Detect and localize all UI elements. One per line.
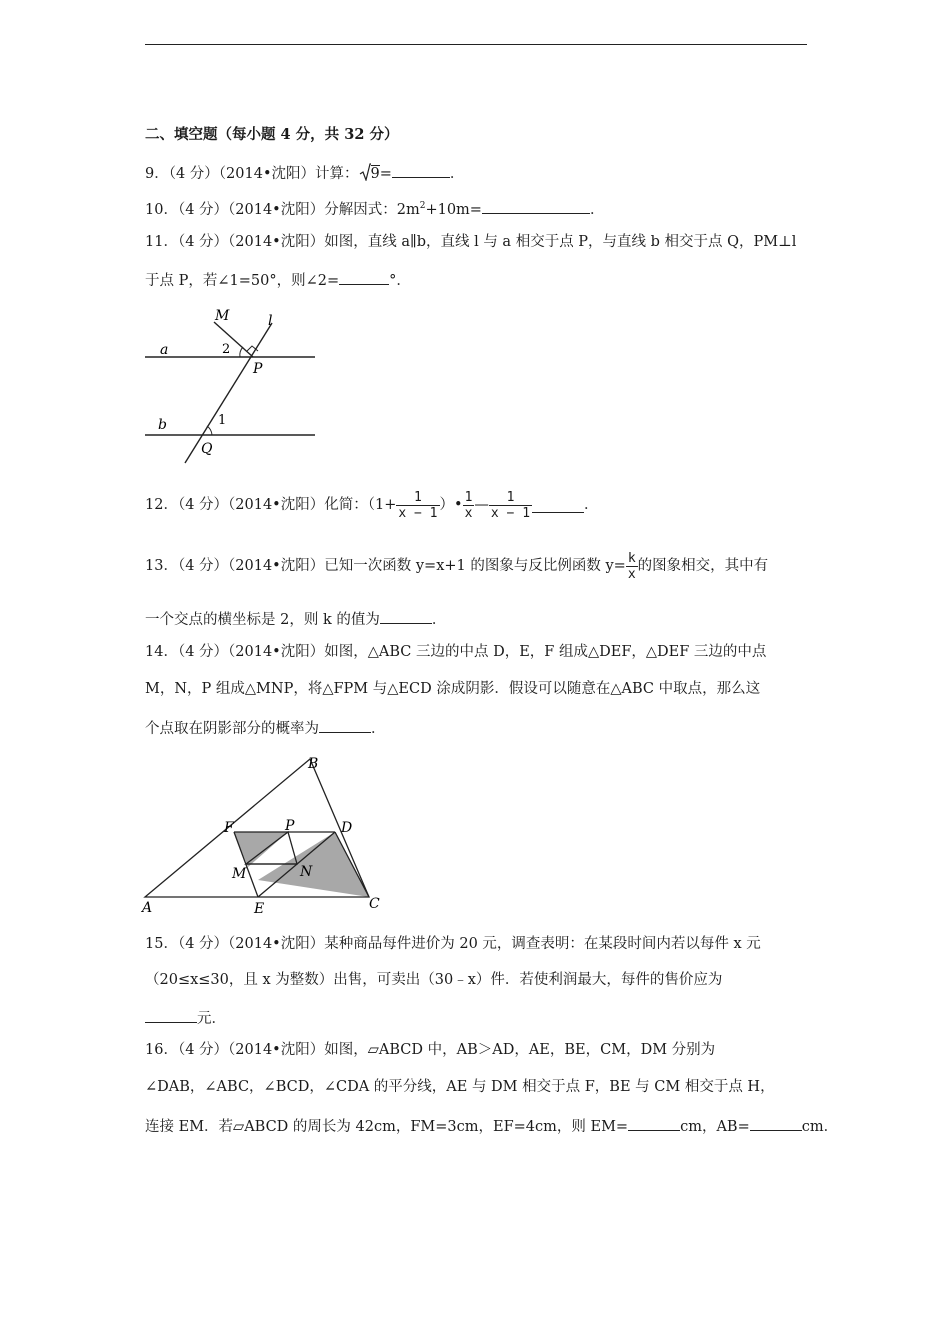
shaded-triangle-FPM <box>234 832 288 867</box>
figure-triangle-midpoints <box>140 752 390 920</box>
question-15-line1: 15．（4 分）（2014•沈阳）某种商品每件进价为 20 元，调查表明：在某段时间内若以每件 x 元 <box>145 936 761 952</box>
answer-blank <box>380 609 432 624</box>
label-P: P <box>285 818 295 834</box>
label-P: P <box>253 361 263 377</box>
label-1: 1 <box>218 413 227 428</box>
question-16-line1: 16．（4 分）（2014•沈阳）如图，▱ABCD 中，AB＞AD，AE，BE，CM，DM 分别为 <box>145 1042 716 1058</box>
label-N: N <box>300 864 313 880</box>
label-E: E <box>254 901 265 917</box>
question-16-line3: 连接 EM．若▱ABCD 的周长为 42cm，FM=3cm，EF=4cm，则 EM= cm，AB= cm． <box>145 1116 838 1136</box>
label-l: l <box>268 313 273 329</box>
q9-text: 9．（4 分）（2014•沈阳）计算： <box>145 166 359 182</box>
section-title: 二、填空题（每小题 4 分，共 32 分） <box>145 126 399 143</box>
question-13-line1: 13．（4 分）（2014•沈阳）已知一次函数 y=x+1 的图象与反比例函数 y= $\frac{k}{x}$ 的图象相交，其中有 <box>145 550 769 582</box>
label-Q: Q <box>201 441 213 457</box>
label-a: a <box>160 342 169 358</box>
answer-blank <box>319 718 371 733</box>
label-F: F <box>224 820 234 836</box>
label-B: B <box>308 756 319 772</box>
label-A: A <box>142 900 153 916</box>
line-pm <box>214 322 253 357</box>
label-2: 2 <box>222 342 231 357</box>
answer-blank <box>750 1116 802 1131</box>
question-12: 12．（4 分）（2014•沈阳）化简：（1+ $\frac{1}{x - 1}$ ）• $\frac{1}{x}$ — $\frac{1}{x - 1}$ ． <box>145 489 599 521</box>
answer-blank <box>392 163 450 178</box>
answer-blank <box>628 1116 680 1131</box>
question-15-line3: 元． <box>145 1008 226 1028</box>
label-C: C <box>369 896 380 912</box>
fraction: $\frac{1}{x}$ <box>464 489 473 521</box>
fraction: $\frac{k}{x}$ <box>627 550 636 582</box>
label-M: M <box>215 308 230 324</box>
question-14-line2: M，N，P 组成△MNP，将△FPM 与△ECD 涂成阴影．假设可以随意在△ABC 中取点，那么这 <box>145 681 761 697</box>
sqrt-expression: 9 <box>359 163 380 183</box>
figure-parallel-lines <box>140 305 325 470</box>
question-11-line1: 11．（4 分）（2014•沈阳）如图，直线 a∥b，直线 l 与 a 相交于点 P，与直线 b 相交于点 Q，PM⊥l <box>145 234 797 250</box>
answer-blank <box>339 270 389 285</box>
question-15-line2: （20≤x≤30，且 x 为整数）出售，可卖出（30﹣x）件．若使利润最大，每件的售价应为 <box>145 972 723 988</box>
question-13-line2: 一个交点的横坐标是 2，则 k 的值为 ． <box>145 609 446 629</box>
answer-blank <box>482 199 590 214</box>
question-14-line1: 14．（4 分）（2014•沈阳）如图，△ABC 三边的中点 D，E，F 组成△DEF，△DEF 三边的中点 <box>145 644 767 660</box>
question-11-line2: 于点 P，若∠1=50°，则∠2= °． <box>145 270 411 290</box>
fraction: $\frac{1}{x - 1}$ <box>398 489 438 521</box>
answer-blank <box>145 1008 197 1023</box>
question-10: 10．（4 分）（2014•沈阳）分解因式：$2m^2+10m=$ ． <box>145 199 604 219</box>
question-9: 9．（4 分）（2014•沈阳）计算： 9= ． <box>145 163 464 183</box>
label-D: D <box>341 820 353 836</box>
fraction: $\frac{1}{x - 1}$ <box>490 489 531 521</box>
label-M: M <box>232 866 247 882</box>
header-rule <box>145 44 807 45</box>
label-b: b <box>158 417 167 433</box>
radical-sign-icon <box>359 163 371 181</box>
question-16-line2: ∠DAB，∠ABC，∠BCD，∠CDA 的平分线，AE 与 DM 相交于点 F，BE 与 CM 相交于点 H， <box>145 1079 775 1095</box>
answer-blank <box>532 498 584 513</box>
question-14-line3: 个点取在阴影部分的概率为 ． <box>145 718 386 738</box>
